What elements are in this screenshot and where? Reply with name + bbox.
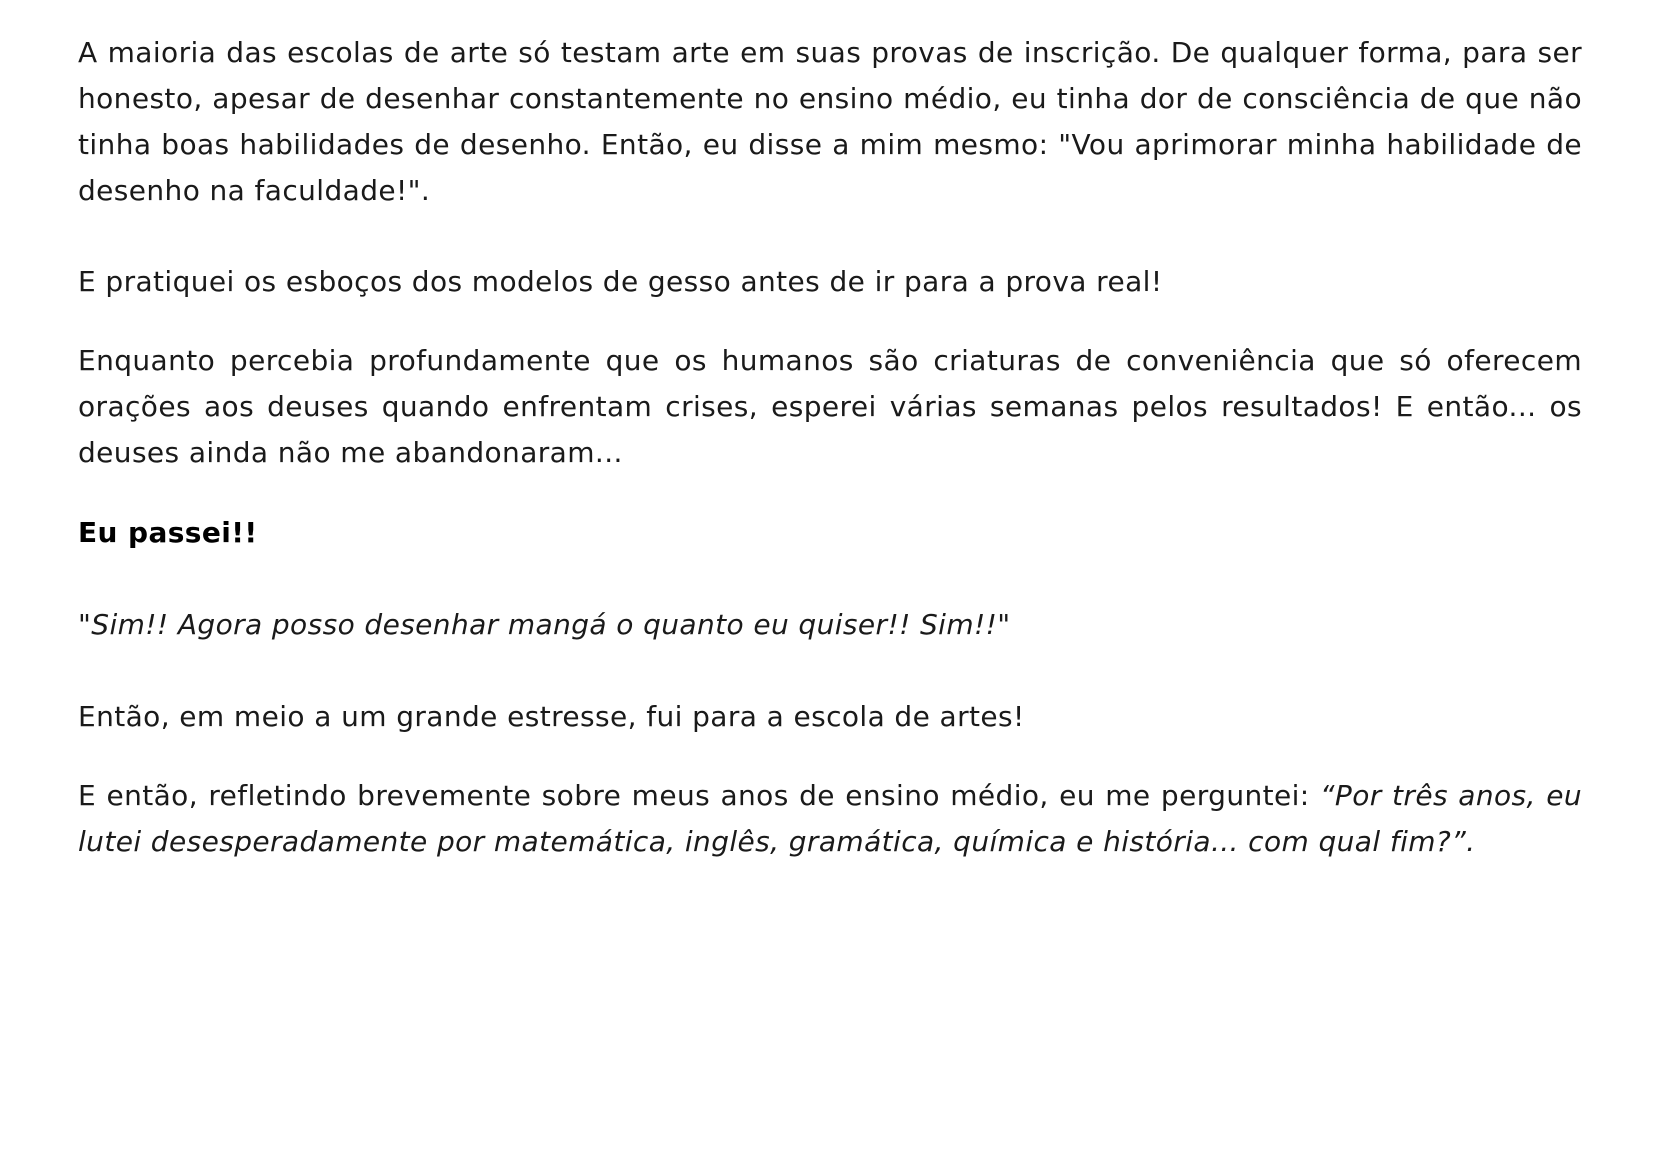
paragraph-art-school-exams: A maioria das escolas de arte só testam arte em suas provas de inscrição. De qualquer forma, para ser honesto, apesar de desenhar constantemente no ensino médio, eu tinha dor de consciência de que não tinha boas habilidades de desenho. Então, eu disse a mim mesmo: "Vou aprimorar minha habilidade de desenho na faculdade!". <box>78 36 1582 207</box>
reflection-plain-text: E então, refletindo brevemente sobre meus anos de ensino médio, eu me perguntei: <box>78 779 1321 812</box>
paragraph-waiting-results: Enquanto percebia profundamente que os humanos são criaturas de conveniência que só oferecem orações aos deuses quando enfrentam crises, esperei várias semanas pelos resultados! E então... os deuses ainda não me abandonaram... <box>78 344 1582 469</box>
document-body <box>78 30 1582 865</box>
paragraph-went-to-art-school: Então, em meio a um grande estresse, fui para a escola de artes! <box>78 700 1025 733</box>
paragraph-reflection <box>78 773 1582 865</box>
paragraph-manga-quote: "Sim!! Agora posso desenhar mangá o quanto eu quiser!! Sim!!" <box>78 608 1011 641</box>
paragraph-passed: Eu passei!! <box>78 516 258 549</box>
reflection-italic-quote: “Por três anos, eu lutei desesperadamente por matemática, inglês, gramática, química e história... com qual fim?”. <box>78 779 1582 858</box>
paragraph-plaster-sketches: E pratiquei os esboços dos modelos de gesso antes de ir para a prova real! <box>78 265 1163 298</box>
